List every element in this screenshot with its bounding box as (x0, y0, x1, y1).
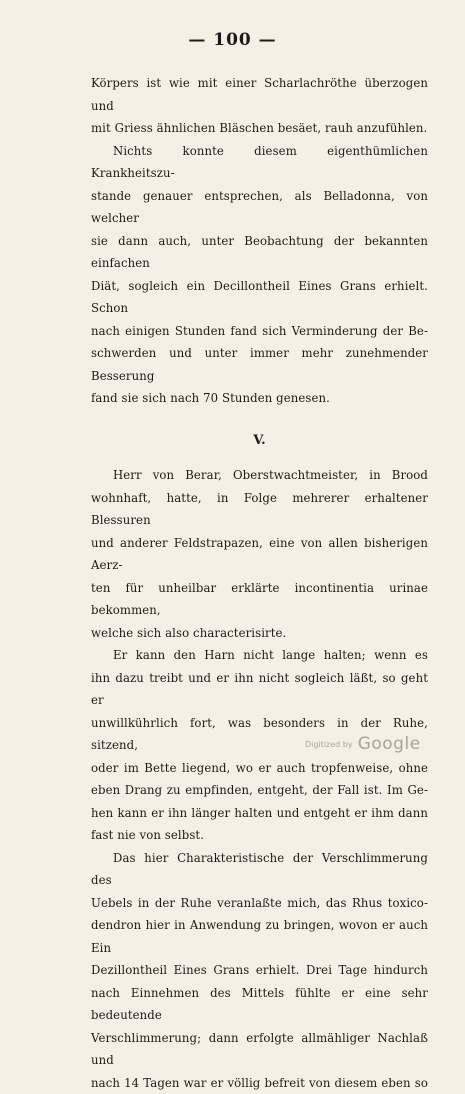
text-line: ihn dazu treibt und er ihn nicht sogleich läßt, so geht er (91, 667, 428, 712)
section-heading: V. (91, 430, 428, 453)
text-line: fand sie sich nach 70 Stunden genesen. (91, 387, 428, 410)
text-line: stande genauer entsprechen, als Belladonna, von welcher (91, 185, 428, 230)
text-line: Nichts konnte diesem eigenthümlichen Krankheitszu- (91, 140, 428, 185)
digitized-watermark (305, 734, 421, 754)
text-line: sie dann auch, unter Beobachtung der bekannten einfachen (91, 230, 428, 275)
text-line: ten für unheilbar erklärte incontinentia urinae bekommen, (91, 577, 428, 622)
google-logo: Google (358, 734, 421, 754)
text-line: Uebels in der Ruhe veranlaßte mich, das Rhus toxico- (91, 892, 428, 915)
text-line: oder im Bette liegend, wo er auch tropfenweise, ohne (91, 757, 428, 780)
page-text (91, 72, 428, 1094)
text-line: Verschlimmerung; dann erfolgte allmähliger Nachlaß und (91, 1027, 428, 1072)
text-line: dendron hier in Anwendung zu bringen, wovon er auch Ein (91, 914, 428, 959)
text-line: wohnhaft, hatte, in Folge mehrerer erhaltener Blessuren (91, 487, 428, 532)
section-gap (91, 410, 428, 420)
text-line: nach 14 Tagen war er völlig befreit von diesem eben so (91, 1072, 428, 1094)
text-line: Herr von Berar, Oberstwachtmeister, in Brood (91, 464, 428, 487)
text-line: hen kann er ihn länger halten und entgeht er ihm dann (91, 802, 428, 825)
text-line: unwillkührlich fort, was besonders in der Ruhe, sitzend, (91, 712, 428, 757)
text-line: Das hier Charakteristische der Verschlimmerung des (91, 847, 428, 892)
text-line: welche sich also characterisirte. (91, 622, 428, 645)
page-number: — 100 — (0, 30, 465, 50)
text-line: Er kann den Harn nicht lange halten; wenn es (91, 644, 428, 667)
text-line: eben Drang zu empfinden, entgeht, der Fall ist. Im Ge- (91, 779, 428, 802)
text-line: mit Griess ähnlichen Bläschen besäet, rauh anzufühlen. (91, 117, 428, 140)
text-line: schwerden und unter immer mehr zunehmender Besserung (91, 342, 428, 387)
text-line: fast nie von selbst. (91, 824, 428, 847)
text-line: Körpers ist wie mit einer Scharlachröthe überzogen und (91, 72, 428, 117)
text-line: und anderer Feldstrapazen, eine von allen bisherigen Aerz- (91, 532, 428, 577)
text-line: nach einigen Stunden fand sich Verminderung der Be- (91, 320, 428, 343)
text-line: Diät, sogleich ein Decillontheil Eines Grans erhielt. Schon (91, 275, 428, 320)
text-line: Dezillontheil Eines Grans erhielt. Drei Tage hindurch (91, 959, 428, 982)
watermark-prefix: Digitized by (305, 740, 353, 749)
text-line: nach Einnehmen des Mittels fühlte er eine sehr bedeutende (91, 982, 428, 1027)
